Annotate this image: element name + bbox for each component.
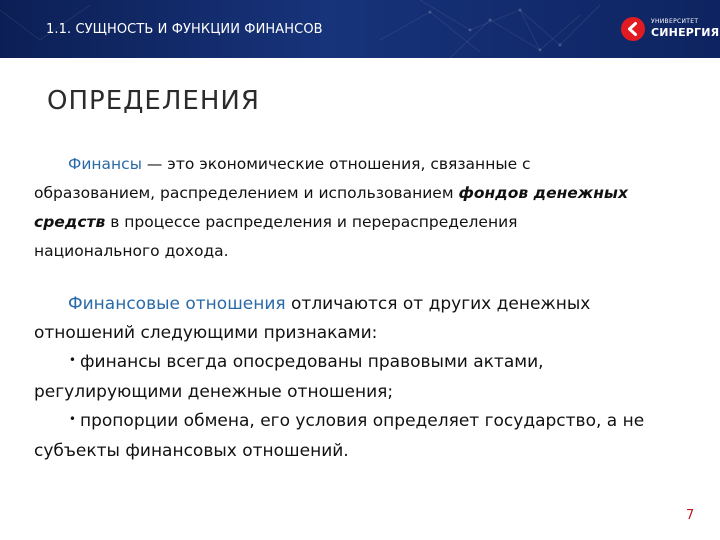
bullet-icon: • bbox=[68, 353, 76, 367]
slide-body bbox=[34, 150, 674, 466]
relations-text: отличаются от других денежных отношений следующими признаками: bbox=[34, 294, 591, 343]
definition-emphasis: фондов денежных средств bbox=[34, 184, 628, 231]
university-logo bbox=[620, 16, 720, 44]
slide-heading: ОПРЕДЕЛЕНИЯ bbox=[47, 86, 260, 116]
logo-line1: УНИВЕРСИТЕТ bbox=[651, 18, 699, 25]
term-financial-relations: Финансовые отношения bbox=[68, 294, 286, 314]
definition-paragraph bbox=[34, 150, 634, 266]
header-title: 1.1. СУЩНОСТЬ И ФУНКЦИИ ФИНАНСОВ bbox=[46, 22, 323, 37]
slide-header bbox=[0, 0, 720, 58]
relations-paragraph bbox=[34, 290, 674, 348]
bullet-icon: • bbox=[68, 412, 76, 426]
list-item bbox=[34, 348, 674, 407]
definition-text-a: — это экономические отношения, связанные с образованием, распределением и использованием bbox=[34, 155, 531, 202]
bullet-text: пропорции обмена, его условия определяет государство, а не субъекты финансовых отношений. bbox=[34, 411, 645, 461]
logo-line2: СИНЕРГИЯ bbox=[651, 26, 720, 39]
definition-text-b: в процессе распределения и перераспределения национального дохода. bbox=[34, 213, 518, 260]
term-finance: Финансы bbox=[68, 155, 142, 173]
page-number: 7 bbox=[686, 508, 695, 523]
list-item bbox=[34, 407, 674, 466]
synergy-logo-icon bbox=[620, 16, 646, 42]
bullet-text: финансы всегда опосредованы правовыми актами, регулирующими денежные отношения; bbox=[34, 352, 544, 402]
